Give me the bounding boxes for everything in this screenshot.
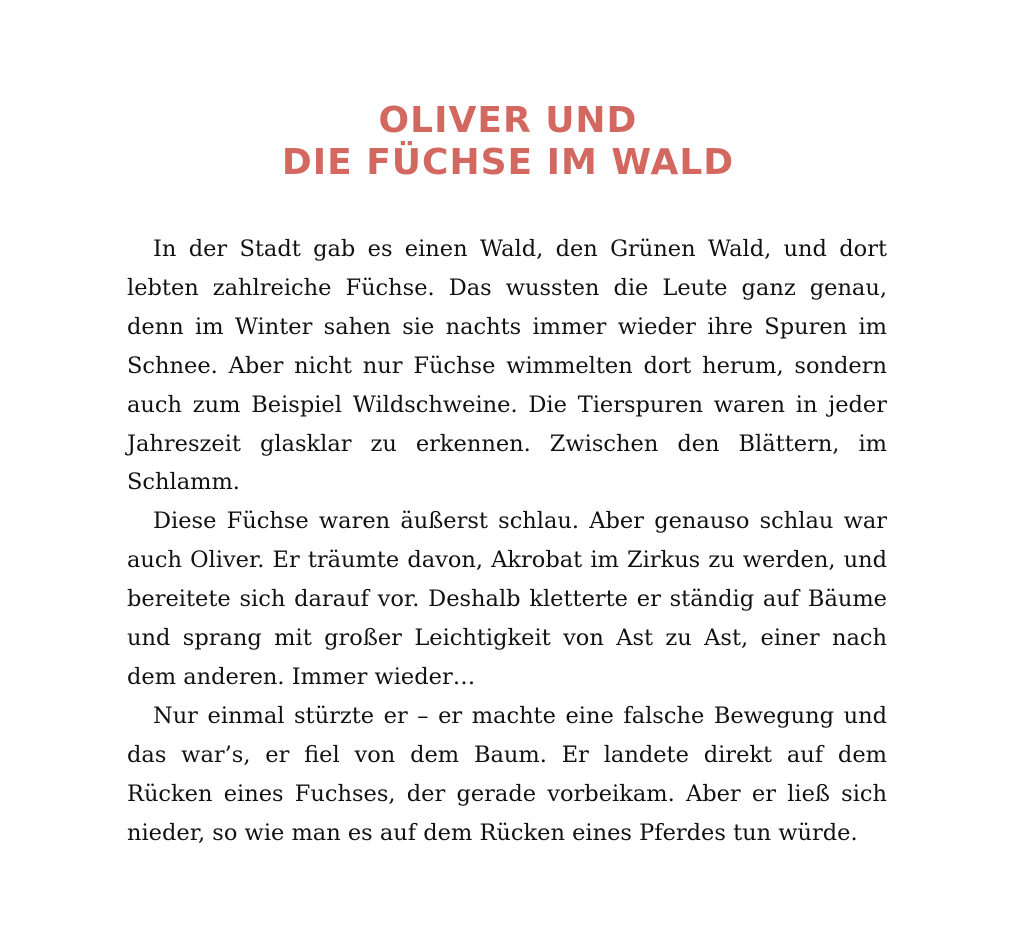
story-title-line-1: OLIVER UND	[378, 100, 638, 142]
story-paragraph-2: Diese Füchse waren äußerst schlau. Aber genauso schlau war auch Oliver. Er träumte davon, Akrobat im Zirkus zu werden, und bereitete sich darauf vor. Deshalb kletterte er ständig auf Bäume und sprang mit großer Leichtigkeit von Ast zu Ast, einer nach dem anderen. Immer wieder…	[127, 508, 887, 690]
story-title	[0, 100, 1016, 184]
story-paragraph-3: Nur einmal stürzte er – er machte eine falsche Bewegung und das war’s, er fiel von dem Baum. Er landete direkt auf dem Rücken eines Fuchses, der gerade vorbeikam. Aber er ließ sich nieder, so wie man es auf dem Rücken eines Pferdes tun würde.	[127, 702, 887, 846]
story-paragraph-1: In der Stadt gab es einen Wald, den Grünen Wald, und dort lebten zahlreiche Füchse. Das wussten die Leute ganz genau, denn im Winter sahen sie nachts immer wieder ihre Spuren im Schnee. Aber nicht nur Füchse wimmelten dort herum, sondern auch zum Beispiel Wildschweine. Die Tierspuren waren in jeder Jahreszeit glasklar zu erkennen. Zwischen den Blättern, im Schlamm.	[127, 236, 887, 496]
story-body	[127, 230, 887, 853]
story-title-line-2: DIE FÜCHSE IM WALD	[281, 142, 735, 184]
